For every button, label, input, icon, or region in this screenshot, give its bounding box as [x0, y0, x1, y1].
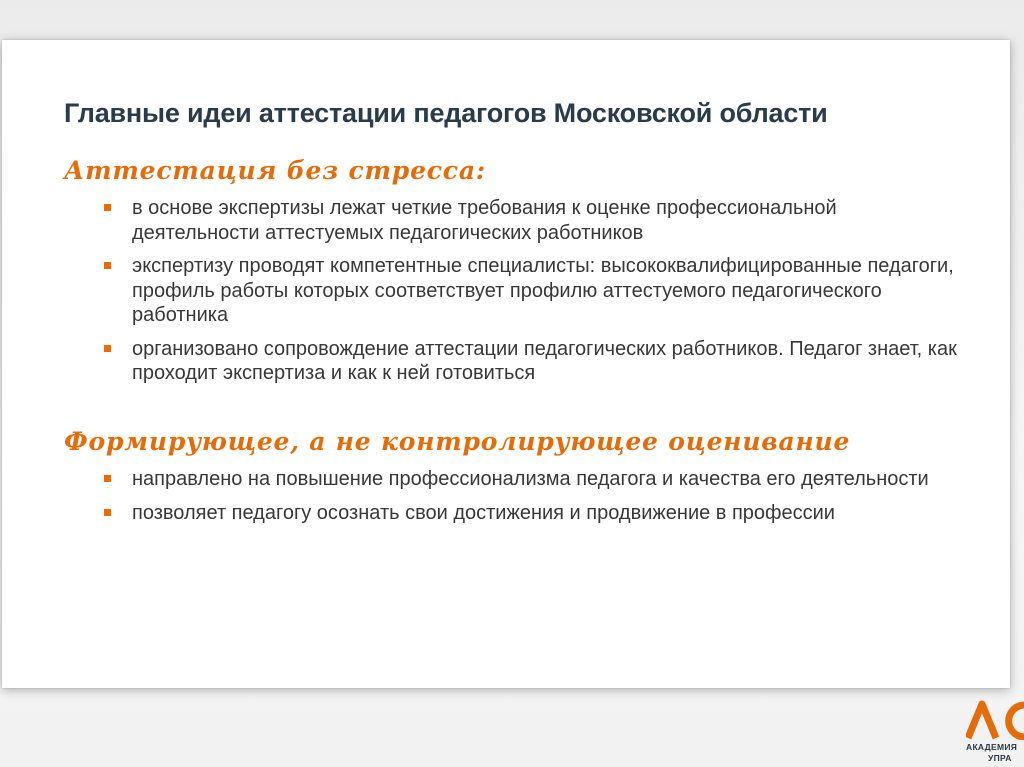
academy-logo [960, 698, 1024, 767]
square-bullet-icon [104, 262, 111, 269]
square-bullet-icon [104, 475, 111, 482]
bullet-list [64, 196, 964, 386]
section-heading: Формирующее, а не контролирующее оценивание [64, 427, 851, 456]
bullet-item [64, 254, 964, 328]
bullet-text: экспертизу проводят компетентные специалисты: высококвалифицированные педагоги, профиль работы которых соответствует профилю аттестуемого педагогического работника [132, 255, 954, 326]
slide-title: Главные идеи аттестации педагогов Московской области [64, 98, 828, 128]
bullet-text: позволяет педагогу осознать свои достижения и продвижение в профессии [132, 501, 835, 524]
logo-mark-icon [966, 700, 1024, 740]
bullet-item [64, 196, 964, 245]
logo-text: УПРА [988, 753, 1012, 763]
square-bullet-icon [104, 509, 111, 516]
bullet-item [64, 337, 964, 386]
logo-text: АКАДЕМИЯ [966, 742, 1018, 752]
section-stress-free [64, 156, 964, 395]
section-formative-assessment [64, 427, 964, 534]
bullet-list [64, 467, 964, 525]
bullet-text: организовано сопровождение аттестации педагогических работников. Педагог знает, как проходит экспертиза и как к ней готовиться [132, 337, 957, 384]
square-bullet-icon [104, 345, 111, 352]
bullet-item [64, 467, 964, 492]
square-bullet-icon [104, 204, 111, 211]
bullet-text: направлено на повышение профессионализма педагога и качества его деятельности [132, 468, 929, 490]
bullet-text: в основе экспертизы лежат четкие требования к оценке профессиональной деятельности аттестуемых педагогических работников [132, 197, 837, 244]
bullet-item [64, 501, 964, 526]
slide [2, 40, 1010, 688]
section-heading: Аттестация без стресса: [64, 156, 486, 185]
